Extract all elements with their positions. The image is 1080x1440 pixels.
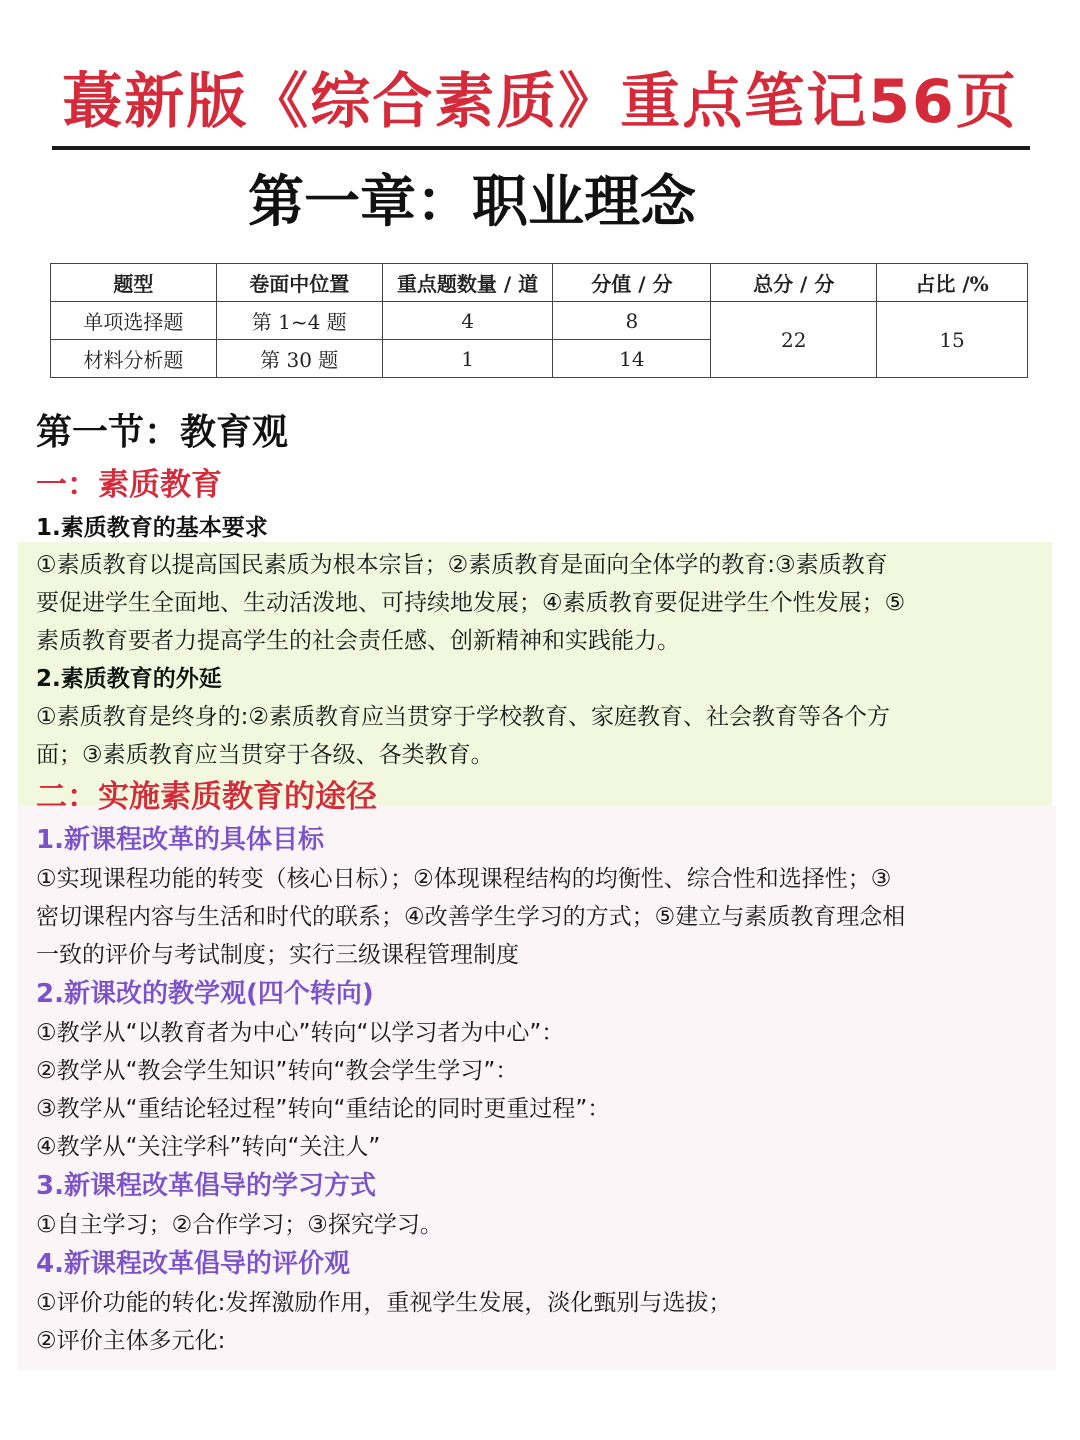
table-header-row: [51, 264, 1028, 302]
text-line: ②教学从“教会学生知识”转向“教会学生学习”：: [36, 1058, 519, 1084]
table-cell: 单项选择题: [51, 302, 217, 340]
text-line: ④教学从“关注学科”转向“关注人”: [36, 1134, 381, 1160]
notes-content: [36, 408, 1050, 1360]
table-header: 占比 /%: [877, 264, 1028, 302]
part2-sub1-title: 1.新课程改革的具体目标: [36, 825, 324, 855]
text-line: ③教学从“重结论轻过程”转向“重结论的同时更重过程”：: [36, 1096, 611, 1122]
text-line: 素质教育要者力提高学生的社会责任感、创新精神和实践能力。: [36, 628, 680, 654]
text-line: ②评价主体多元化:: [36, 1328, 226, 1354]
table-cell: 材料分析题: [51, 340, 217, 378]
text-line: ①实现课程功能的转变（核心日标）；②体现课程结构的均衡性、综合性和选择性；③: [36, 866, 892, 892]
text-line: ①评价功能的转化:发挥激励作用，重视学生发展，淡化甄别与选拔；: [36, 1290, 732, 1316]
text-line: ①教学从“以教育者为中心”转向“以学习者为中心”：: [36, 1020, 565, 1046]
part2-sub4-title: 4.新课程改革倡导的评价观: [36, 1249, 350, 1279]
table-header: 重点题数量 / 道: [382, 264, 553, 302]
part1-heading: 一：素质教育: [36, 467, 222, 503]
table-cell: 4: [382, 302, 553, 340]
table-cell: 第 1~4 题: [216, 302, 382, 340]
text-line: ①素质教育是终身的:②素质教育应当贯穿于学校教育、家庭教育、社会教育等各个方: [36, 704, 890, 730]
part1-sub1-title: 1.素质教育的基本要求: [36, 515, 268, 541]
table-header: 卷面中位置: [216, 264, 382, 302]
table-cell: 1: [382, 340, 553, 378]
table-cell-total: 22: [711, 302, 877, 378]
part2-sub3-title: 3.新课程改革倡导的学习方式: [36, 1171, 376, 1201]
page-title: 蕞新版《综合素质》重点笔记56页: [62, 67, 1018, 137]
part2-sub2-title: 2.新课改的教学观(四个转向): [36, 979, 374, 1009]
section-title: 第一节：教育观: [36, 412, 289, 453]
part1-sub2-title: 2.素质教育的外延: [36, 666, 222, 692]
table-cell: 8: [553, 302, 711, 340]
title-divider: [52, 146, 1030, 150]
table-cell: 14: [553, 340, 711, 378]
text-line: ①素质教育以提高国民素质为根本宗旨；②素质教育是面向全体学的教育:③素质教育: [36, 552, 888, 578]
text-line: 密切课程内容与生活和时代的联系；④改善学生学习的方式；⑤建立与素质教育理念相: [36, 904, 906, 930]
table-header: 分值 / 分: [553, 264, 711, 302]
text-line: 一致的评价与考试制度；实行三级课程管理制度: [36, 942, 519, 968]
table-header: 题型: [51, 264, 217, 302]
table-header: 总分 / 分: [711, 264, 877, 302]
table-cell-ratio: 15: [877, 302, 1028, 378]
part2-heading: 二：实施素质教育的途径: [36, 779, 377, 815]
table-cell: 第 30 题: [216, 340, 382, 378]
text-line: ①自主学习；②合作学习；③探究学习。: [36, 1212, 443, 1238]
chapter-title: 第一章：职业理念: [248, 170, 696, 235]
table-row: [51, 302, 1028, 340]
text-line: 面；③素质教育应当贯穿于各级、各类教育。: [36, 742, 494, 768]
text-line: 要促进学生全面地、生动活泼地、可持续地发展；④素质教育要促进学生个性发展；⑤: [36, 590, 906, 616]
exam-stats-table: [50, 263, 1028, 378]
